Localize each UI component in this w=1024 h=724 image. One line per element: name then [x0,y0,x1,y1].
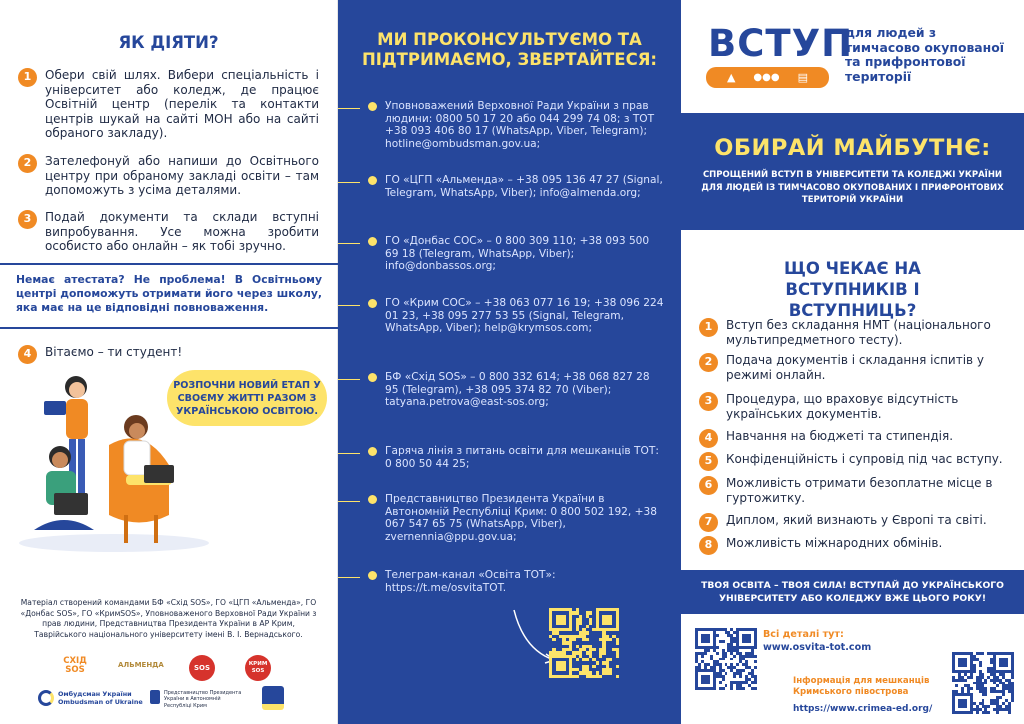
list-item: 1 Вступ без складання НМТ (національного мультипредметного тесту). [699,318,1006,347]
bullet-dot-icon [368,495,377,504]
logo-subtitle: для людей з тимчасово окупованої та прифронтової території [845,25,1004,84]
trident-icon [150,690,160,704]
contact-item: ГО «ЦГП «Альменда» – +38 095 136 47 27 (Signal, Telegram, WhatsApp, Viber); info@almenda.org; [368,174,665,199]
contact-item: ГО «Крим СОС» – +38 063 077 16 19; +38 096 224 01 23, +38 095 277 53 55 (Signal, Telegram, WhatsApp, Viber); help@krymsos.com; [368,297,665,335]
list-item: 8 Можливість міжнародних обмінів. [699,536,1006,555]
crimea-qr-code[interactable] [952,652,1014,714]
motivation-bubble: РОЗПОЧНИ НОВИЙ ЕТАП У СВОЄМУ ЖИТТІ РАЗОМ З УКРАЇНСЬКОЮ ОСВІТОЮ. [167,370,327,426]
step-1 [18,68,319,141]
bullet-dot-icon [368,176,377,185]
list-item: 2 Подача документів і складання іспитів у режимі онлайн. [699,353,1006,382]
list-item: 5 Конфіденційність і супровід під час вступу. [699,452,1006,471]
contact-item: Гаряча лінія з питань освіти для мешканців ТОТ: 0 800 50 44 25; [368,445,665,470]
left-panel [0,0,338,724]
people-icon: ●●● [753,72,780,83]
ombudsman-logo-icon [38,690,54,706]
list-item: 7 Диплом, який визнають у Європі та світі. [699,513,1006,532]
krym-sos-logo: КРИМ SOS [245,655,271,681]
step-number: 3 [18,210,37,229]
crimea-label: Інформація для мешканців Кримського півострова [793,676,930,697]
donbas-sos-logo: SOS [189,655,215,681]
future-band [681,113,1024,230]
contact-item: ГО «Донбас СОС» – 0 800 309 110; +38 093 500 69 18 (Telegram, WhatsApp, Viber); info@donbassos.org; [368,235,665,273]
book-icon: ▤ [797,71,808,84]
bullet-dot-icon [368,447,377,456]
details-link[interactable]: www.osvita-tot.com [763,642,872,653]
contact-item: Телеграм-канал «Освіта ТОТ»: https://t.me/osvitaTOT. [368,569,665,594]
university-logo-icon [262,686,284,710]
contacts-title: МИ ПРОКОНСУЛЬТУЄМО ТА ПІДТРИМАЄМО, ЗВЕРТАЙТЕСЯ: [362,30,657,69]
bullet-dot-icon [368,237,377,246]
bullet-dot-icon [368,102,377,111]
skhid-sos-logo: СХІД SOS [63,656,87,675]
almenda-logo: АЛЬМЕНДА [118,661,164,669]
certificate-note: Немає атестата? Не проблема! В Освітньому центрі допоможуть отримати його через школу, яка має на це відповідні повноваження. [0,263,338,329]
logo-bar [706,67,829,88]
bullet-dot-icon [368,299,377,308]
bullet-dot-icon [368,571,377,580]
left-title: ЯК ДІЯТИ? [118,33,219,52]
telegram-qr-code[interactable] [549,608,619,678]
contacts-panel [338,0,681,724]
step-number: 2 [18,154,37,173]
list-item: 4 Навчання на бюджеті та стипендія. [699,429,1006,448]
step-text: Вітаємо – ти студент! [45,345,183,359]
step-number: 4 [18,345,37,364]
right-panel [681,0,1024,724]
details-label: Всі деталі тут: [763,629,844,640]
contact-item: Представництво Президента України в Автономній Республіці Крим: 0 800 502 192, +38 067 547 65 75 (WhatsApp, Viber), zvernennia@ppu.gov.ua; [368,493,665,543]
bullet-dot-icon [368,373,377,382]
contact-item: Уповноважений Верховної Ради України з прав людини: 0800 50 17 20 або 044 299 74 08; з ТОТ +38 093 406 80 17 (WhatsApp, Viber, Telegram); hotline@ombudsman.gov.ua; [368,100,665,150]
step-text: Подай документи та склади вступні випробування. Усе можна зробити особисто або онлайн – як тобі зручно. [45,210,319,254]
ombudsman-logo: Омбудсман України Ombudsman of Ukraine [58,690,143,706]
osvita-tot-qr-code[interactable] [695,628,757,690]
step-4 [18,345,319,364]
graduation-cap-icon: ▲ [726,71,736,84]
expectations-title: ЩО ЧЕКАЄ НА ВСТУПНИКІВ І ВСТУПНИЦЬ? [784,259,921,320]
step-2 [18,154,319,198]
president-logo: Представництво Президента України в Автономній Республіці Крим [164,690,242,709]
future-text: СПРОЩЕНИЙ ВСТУП В УНІВЕРСИТЕТИ ТА КОЛЕДЖІ УКРАЇНИ ДЛЯ ЛЮДЕЙ ІЗ ТИМЧАСОВО ОКУПОВАНИХ І ПРИФРОНТОВИХ ТЕРИТОРІЙ УКРАЇНИ [701,170,1004,206]
crimea-link[interactable]: https://www.crimea-ed.org/ [793,704,933,714]
call-to-action-ribbon: ТВОЯ ОСВІТА – ТВОЯ СИЛА! ВСТУПАЙ ДО УКРАЇНСЬКОГО УНІВЕРСИТЕТУ АБО КОЛЕДЖУ ВЖЕ ЦЬОГО РОКУ! [681,570,1024,614]
list-item: 6 Можливість отримати безоплатне місце в гуртожитку. [699,476,1006,505]
credits-text: Матеріал створений командами БФ «Схід SOS», ГО «ЦГП «Альменда», ГО «Донбас SOS», ГО «КримSOS», Уповноваженого Верховної Ради України з прав людини, Представництва Президента України в АР Крим, Таврійського національного університету імені В. І. Вернадського. [20,598,317,639]
contact-item: БФ «Схід SOS» – 0 800 332 614; +38 068 827 28 95 (Telegram), +38 095 374 82 70 (Viber); tatyana.petrova@east-sos.org; [368,371,665,409]
future-title: ОБИРАЙ МАЙБУТНЄ: [714,135,991,161]
vstup-logo: ВСТУП [708,22,854,65]
step-number: 1 [18,68,37,87]
step-text: Обери свій шлях. Вибери спеціальність і університет або коледж, де працює Освітній центр (перелік та контакти центрів шукай на сайті МОН або на сайті обраного закладу). [45,68,319,141]
list-item: 3 Процедура, що враховує відсутність українських документів. [699,392,1006,421]
step-3 [18,210,319,254]
step-text: Зателефонуй або напиши до Освітнього центру при обраному закладі освіти – там допоможуть з усіма деталями. [45,154,319,198]
